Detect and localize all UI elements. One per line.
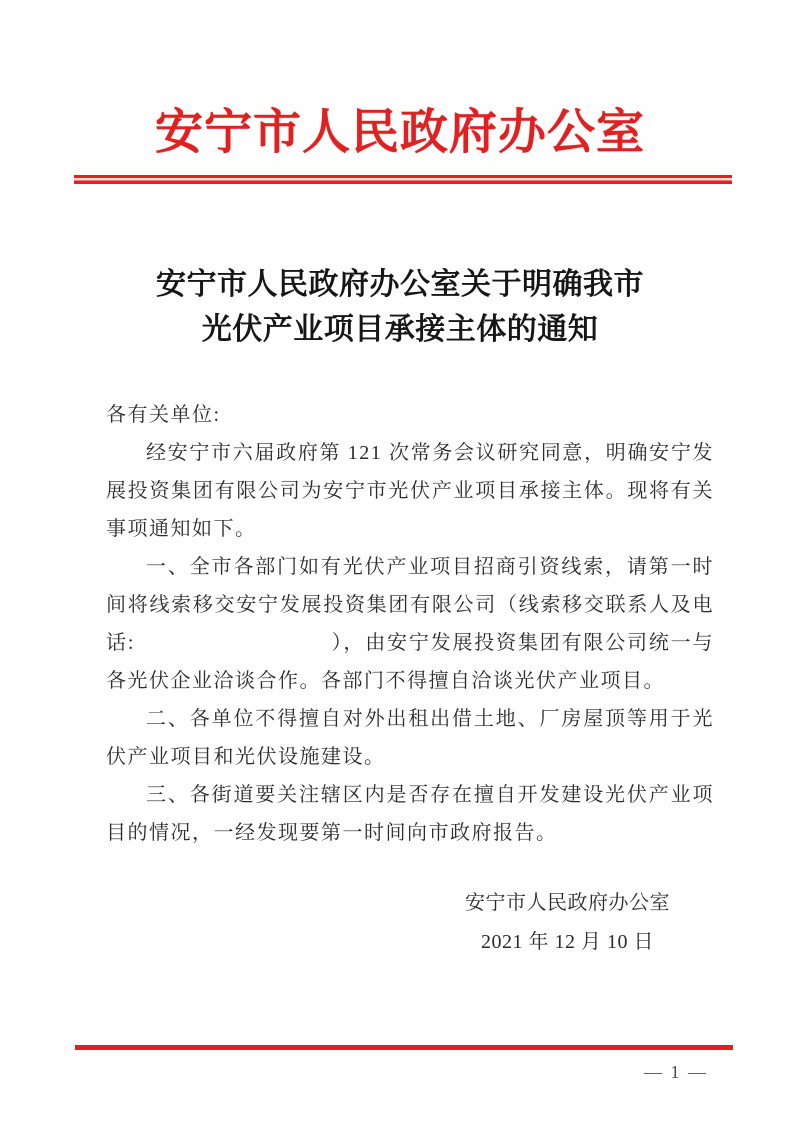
signature-date: 2021 年 12 月 10 日 xyxy=(481,931,654,953)
body-paragraph-4: 三、各街道要关注辖区内是否存在擅自开发建设光伏产业项目的情况，一经发现要第一时间向市政府报告。 xyxy=(106,784,714,844)
page-number: — 1 — xyxy=(644,1062,708,1082)
letterhead-double-rule xyxy=(74,175,732,184)
body-paragraph-1: 经安宁市六届政府第 121 次常务会议研究同意，明确安宁发展投资集团有限公司为安宁市光伏产业项目承接主体。现将有关事项通知如下。 xyxy=(106,442,714,540)
letterhead-agency-name: 安宁市人民政府办公室 xyxy=(154,106,645,159)
body-paragraph-2: 一、全市各部门如有光伏产业项目招商引资线索，请第一时间将线索移交安宁发展投资集团有限公司（线索移交联系人及电话: ），由安宁发展投资集团有限公司统一与各光伏企业洽谈合作。各部门不得擅自洽谈光伏产业项目。 xyxy=(106,556,714,692)
footer-red-rule xyxy=(75,1045,733,1050)
document-title-line-1: 安宁市人民政府办公室关于明确我市 xyxy=(156,268,644,301)
body-paragraph-3: 二、各单位不得擅自对外出租出借土地、厂房屋顶等用于光伏产业项目和光伏设施建设。 xyxy=(106,708,714,768)
document-body xyxy=(106,396,714,852)
document-title xyxy=(0,262,800,352)
document-title-line-2: 光伏产业项目承接主体的通知 xyxy=(201,313,599,346)
signature-agency-name: 安宁市人民政府办公室 xyxy=(465,892,670,914)
signature-block xyxy=(465,884,670,962)
salutation: 各有关单位: xyxy=(106,404,221,426)
